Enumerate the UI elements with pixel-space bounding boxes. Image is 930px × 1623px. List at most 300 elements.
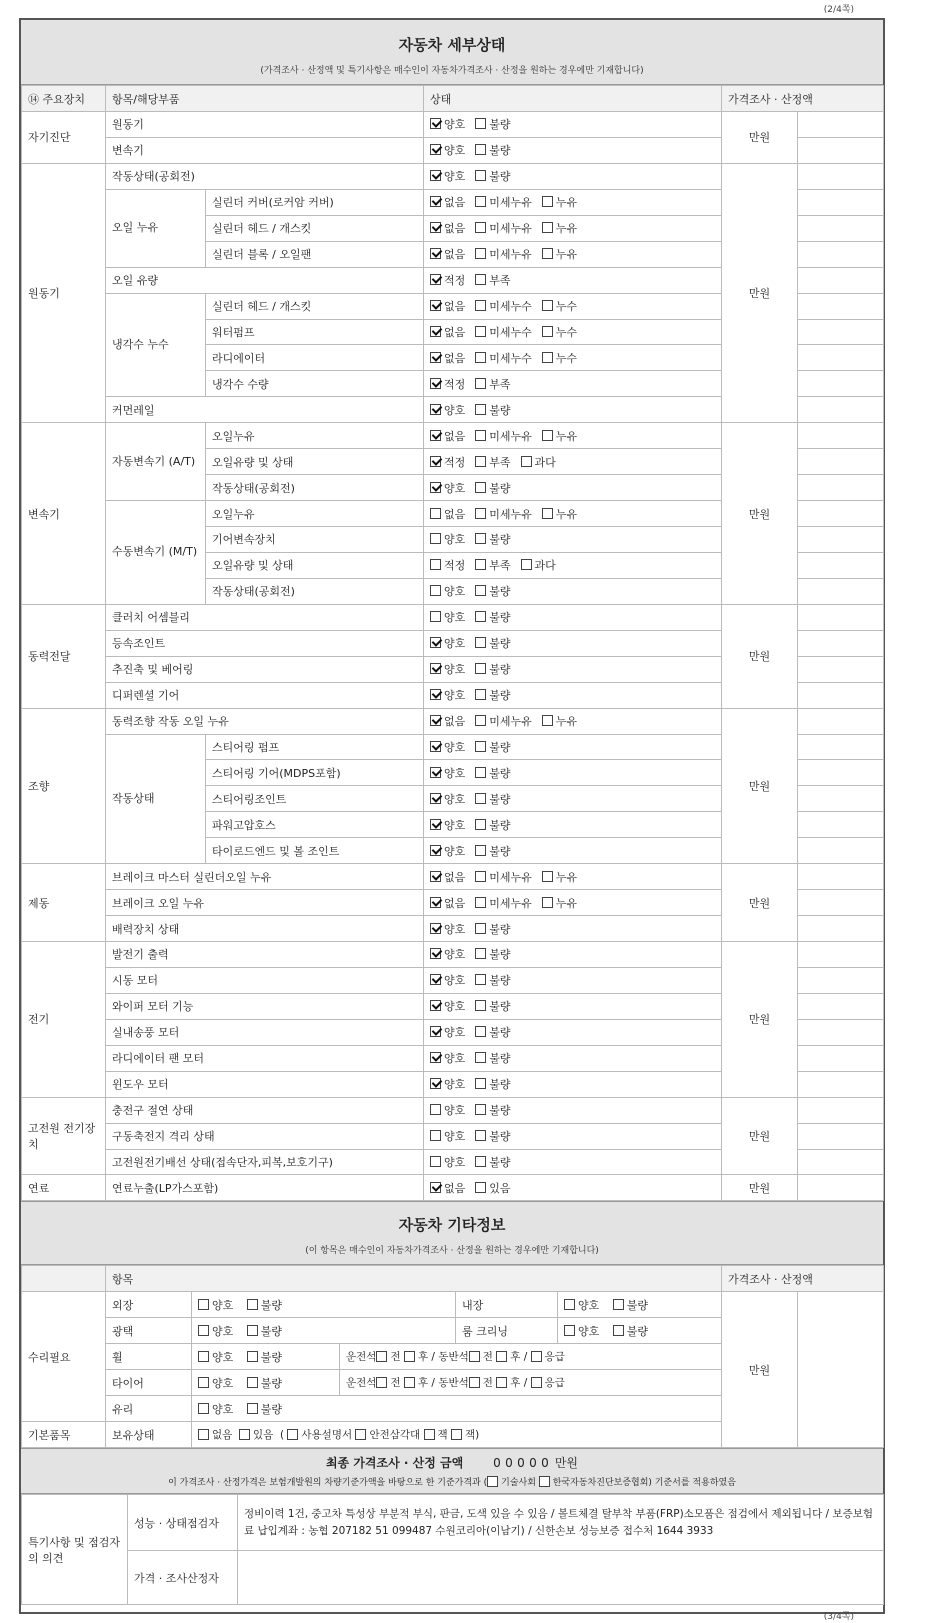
status-options [424,319,722,345]
sub-item-label: 실린더 헤드 / 개스킷 [206,293,424,319]
checkbox[interactable] [475,897,486,908]
etc-item-room-cleaning: 룸 크리닝 [456,1318,558,1344]
option-label: 양호 [444,118,466,132]
price-input[interactable] [798,682,884,708]
price-input[interactable] [798,527,884,553]
status-options [424,734,722,760]
checkbox[interactable] [521,456,532,467]
option-label: 없음 [444,325,466,339]
option-label: 양호 [444,1078,466,1092]
checkbox-checked[interactable] [430,923,441,934]
sub-item-label: 작동상태(공회전) [206,578,424,604]
price-input[interactable] [798,967,884,993]
price-input[interactable] [798,890,884,916]
price-input[interactable] [798,1175,884,1201]
option-label: 누유 [555,429,578,443]
checkbox[interactable] [475,144,486,155]
checkbox[interactable] [469,1351,480,1362]
checkbox-checked[interactable] [430,637,441,648]
option-label: 양호 [444,403,466,417]
etc-opts-exterior: 양호 불량 [192,1292,456,1318]
checkbox[interactable] [475,715,486,726]
option-label: 양호 [444,974,466,988]
status-options [424,475,722,501]
checkbox[interactable] [424,1429,435,1440]
option-label: 양호 [444,533,466,547]
option-label: 불량 [489,1078,511,1092]
option-label: 불량 [489,1026,511,1040]
checkbox-checked[interactable] [430,248,441,259]
status-options [424,267,722,293]
checkbox[interactable] [542,897,553,908]
checkbox-checked[interactable] [430,871,441,882]
item-label: 변속기 [106,137,424,163]
price-input[interactable] [798,501,884,527]
option-label: 양호 [444,818,466,832]
option-label: 부족 [489,377,511,391]
item-label: 브레이크 마스터 실린더오일 누유 [106,864,424,890]
checkbox[interactable] [475,923,486,934]
checkbox[interactable] [430,533,441,544]
price-input[interactable] [798,163,884,189]
price-input[interactable] [798,916,884,942]
checkbox[interactable] [475,974,486,985]
price-input[interactable] [798,475,884,501]
checkbox[interactable] [475,352,486,363]
device-category: 원동기 [22,163,106,422]
checkbox[interactable] [539,1476,550,1487]
sub-item-label: 오일유량 및 상태 [206,449,424,475]
checkbox-checked[interactable] [430,326,441,337]
checkbox[interactable] [475,326,486,337]
option-label: 누수 [555,325,578,339]
checkbox[interactable] [564,1299,575,1310]
checkbox-checked[interactable] [430,378,441,389]
checkbox[interactable] [475,274,486,285]
item-label: 실내송풍 모터 [106,1019,424,1045]
price-input[interactable] [798,319,884,345]
checkbox[interactable] [355,1429,366,1440]
option-label: 누유 [555,248,578,262]
price-input[interactable] [798,397,884,423]
etc-table: 항목 가격조사 · 산정액 수리필요 외장 양호 불량 내장 양호 불량 만원 광택 양호 불량 룸 크리닝 양호 불량 휠 양호 불량 운전석 전 후 / 동반석 전 후 / 응급 타이어 양호 불량 운전석 전 후 / 동반석 전 후 / 응급 유리 양호 불량 기본품목 보유상태 없음 있음 ( 사용설명서 안전삼각대 잭 잭) [21,1265,884,1448]
checkbox[interactable] [531,1351,542,1362]
checkbox[interactable] [564,1325,575,1336]
checkbox-checked[interactable] [430,456,441,467]
checkbox-checked[interactable] [430,1182,441,1193]
price-input[interactable] [798,293,884,319]
option-label: 누유 [555,870,578,884]
checkbox[interactable] [542,300,553,311]
checkbox[interactable] [247,1325,258,1336]
option-label: 불량 [489,585,511,599]
checkbox[interactable] [475,559,486,570]
checkbox[interactable] [430,1156,441,1167]
option-label: 적정 [444,377,466,391]
checkbox[interactable] [376,1377,387,1388]
checkbox[interactable] [475,793,486,804]
status-options [424,1123,722,1149]
option-label: 불량 [489,766,511,780]
checkbox-checked[interactable] [430,767,441,778]
option-label: 양호 [444,637,466,651]
etc-cat-basic: 기본품목 [22,1422,106,1448]
option-label: 누유 [555,507,578,521]
checkbox[interactable] [475,482,486,493]
checkbox[interactable] [475,663,486,674]
checkbox[interactable] [475,456,486,467]
checkbox[interactable] [430,611,441,622]
option-label: 미세누유 [489,222,532,236]
price-input[interactable] [798,215,884,241]
item-label: 작동상태(공회전) [106,163,424,189]
status-options [424,890,722,916]
item-label: 디퍼렌셜 기어 [106,682,424,708]
etc-item-holding: 보유상태 [106,1422,192,1448]
remarks-table [21,1494,884,1605]
page-number-top: (2/4쪽) [823,5,854,15]
checkbox-checked[interactable] [430,715,441,726]
option-label: 누수 [555,351,578,365]
option-label: 불량 [489,533,511,547]
checkbox[interactable] [613,1299,624,1310]
price-input[interactable] [798,864,884,890]
etc-item-interior: 내장 [456,1292,558,1318]
checkbox[interactable] [475,1104,486,1115]
checkbox[interactable] [531,1377,542,1388]
option-label: 양호 [444,948,466,962]
option-label: 양호 [444,611,466,625]
price-input[interactable] [798,449,884,475]
etc-item-glass: 유리 [106,1396,192,1422]
checkbox[interactable] [475,1156,486,1167]
detail-row [22,942,884,968]
checkbox-checked[interactable] [430,897,441,908]
checkbox-checked[interactable] [430,222,441,233]
checkbox[interactable] [475,1182,486,1193]
checkbox-checked[interactable] [430,1000,441,1011]
price-input[interactable] [798,1149,884,1175]
status-options [424,241,722,267]
etc-price-cell: 만원 [722,1292,798,1448]
checkbox[interactable] [475,300,486,311]
checkbox-checked[interactable] [430,974,441,985]
device-category: 고전원 전기장치 [22,1097,106,1175]
checkbox[interactable] [469,1377,480,1388]
checkbox[interactable] [496,1377,507,1388]
checkbox[interactable] [496,1351,507,1362]
option-label: 불량 [489,818,511,832]
checkbox[interactable] [404,1351,415,1362]
sub-item-label: 냉각수 수량 [206,371,424,397]
checkbox[interactable] [542,326,553,337]
option-label: 양호 [444,144,466,158]
status-options [424,345,722,371]
checkbox[interactable] [475,118,486,129]
item-label: 오일 유량 [106,267,424,293]
etc-tire-positions: 운전석 전 후 / 동반석 전 후 / 응급 [340,1370,722,1396]
checkbox[interactable] [475,689,486,700]
option-label: 불량 [489,1052,511,1066]
option-label: 양호 [444,740,466,754]
option-label: 불량 [489,1155,511,1169]
checkbox[interactable] [475,248,486,259]
checkbox[interactable] [542,430,553,441]
sub-item-label: 스티어링조인트 [206,786,424,812]
option-label: 적정 [444,559,466,573]
checkbox[interactable] [430,585,441,596]
checkbox[interactable] [475,1026,486,1037]
checkbox[interactable] [404,1377,415,1388]
checkbox[interactable] [475,767,486,778]
checkbox[interactable] [430,508,441,519]
checkbox[interactable] [542,715,553,726]
option-label: 양호 [444,663,466,677]
status-options [424,682,722,708]
checkbox[interactable] [475,222,486,233]
checkbox[interactable] [613,1325,624,1336]
checkbox[interactable] [247,1403,258,1414]
checkbox-checked[interactable] [430,793,441,804]
option-label: 불량 [489,118,511,132]
detail-row [22,423,884,449]
device-category: 제동 [22,864,106,942]
checkbox[interactable] [475,585,486,596]
price-input[interactable] [798,993,884,1019]
option-label: 누유 [555,896,578,910]
checkbox[interactable] [475,533,486,544]
sub-item-label: 스티어링 기어(MDPS포함) [206,760,424,786]
checkbox[interactable] [430,1104,441,1115]
checkbox[interactable] [198,1429,209,1440]
final-digit: 0 [505,1456,513,1471]
checkbox-checked[interactable] [430,274,441,285]
sub-item-label: 타이로드엔드 및 볼 조인트 [206,838,424,864]
price-assessor-label: 가격 · 조사산정자 [128,1551,238,1605]
checkbox[interactable] [475,1078,486,1089]
checkbox[interactable] [239,1429,250,1440]
price-input[interactable] [798,656,884,682]
option-label: 양호 [444,1155,466,1169]
device-category: 전기 [22,942,106,1098]
option-label: 불량 [489,481,511,495]
price-input[interactable] [798,189,884,215]
checkbox[interactable] [542,508,553,519]
detail-row [22,604,884,630]
checkbox-checked[interactable] [430,663,441,674]
checkbox[interactable] [475,508,486,519]
checkbox[interactable] [198,1351,209,1362]
option-label: 양호 [444,922,466,936]
price-input[interactable] [798,942,884,968]
checkbox-checked[interactable] [430,118,441,129]
checkbox[interactable] [475,637,486,648]
option-label: 양호 [444,585,466,599]
price-input[interactable] [798,604,884,630]
item-label: 발전기 출력 [106,942,424,968]
status-options [424,1149,722,1175]
checkbox[interactable] [475,611,486,622]
price-input[interactable] [798,734,884,760]
option-label: 양호 [444,1130,466,1144]
final-unit: 만원 [554,1456,579,1471]
item-label: 브레이크 오일 누유 [106,890,424,916]
price-input[interactable] [798,786,884,812]
price-input[interactable] [798,1097,884,1123]
remarks-label: 특기사항 및 점검자의 의견 [22,1495,128,1605]
price-input[interactable] [798,760,884,786]
price-input[interactable] [798,345,884,371]
checkbox[interactable] [475,170,486,181]
checkbox[interactable] [475,430,486,441]
status-options [424,1175,722,1201]
checkbox-checked[interactable] [430,1026,441,1037]
option-label: 미세누유 [489,248,532,262]
checkbox[interactable] [475,404,486,415]
sub-item-label: 실린더 헤드 / 개스킷 [206,215,424,241]
checkbox-checked[interactable] [430,170,441,181]
option-label: 불량 [489,144,511,158]
checkbox[interactable] [475,1000,486,1011]
checkbox[interactable] [475,819,486,830]
checkbox[interactable] [487,1476,498,1487]
sub-item-label: 실린더 커버(로커암 커버) [206,189,424,215]
etc-item-tire: 타이어 [106,1370,192,1396]
checkbox[interactable] [198,1377,209,1388]
checkbox[interactable] [475,845,486,856]
checkbox[interactable] [542,222,553,233]
price-input[interactable] [798,812,884,838]
checkbox[interactable] [542,196,553,207]
checkbox[interactable] [247,1377,258,1388]
final-digit: 0 [541,1456,549,1471]
checkbox-checked[interactable] [430,404,441,415]
status-options [424,189,722,215]
checkbox[interactable] [475,1130,486,1141]
option-label: 누유 [555,196,578,210]
item-label: 구동축전지 격리 상태 [106,1123,424,1149]
final-title: 최종 가격조사 · 산정 금액 [325,1456,464,1471]
checkbox-checked[interactable] [430,144,441,155]
detail-header-band [21,20,883,85]
option-label: 불량 [489,922,511,936]
checkbox-checked[interactable] [430,819,441,830]
option-label: 미세누유 [489,507,532,521]
checkbox[interactable] [475,741,486,752]
option-label: 불량 [489,611,511,625]
price-input[interactable] [798,578,884,604]
option-label: 불량 [489,403,511,417]
checkbox-checked[interactable] [430,1052,441,1063]
etc-opts-interior: 양호 불량 [558,1292,722,1318]
price-input[interactable] [798,267,884,293]
checkbox-checked[interactable] [430,1078,441,1089]
option-label: 누수 [555,300,578,314]
checkbox-checked[interactable] [430,741,441,752]
option-label: 불량 [489,948,511,962]
checkbox[interactable] [451,1429,462,1440]
checkbox[interactable] [521,559,532,570]
price-assessor-text[interactable] [238,1551,884,1605]
checkbox-checked[interactable] [430,300,441,311]
checkbox[interactable] [475,378,486,389]
checkbox-checked[interactable] [430,352,441,363]
device-category: 변속기 [22,423,106,605]
option-label: 과다 [534,559,556,573]
option-label: 미세누유 [489,715,532,729]
price-input[interactable] [798,1019,884,1045]
header-item: 항목/해당부품 [106,86,424,112]
checkbox[interactable] [475,871,486,882]
item-label: 동력조향 작동 오일 누유 [106,708,424,734]
item-label: 윈도우 모터 [106,1071,424,1097]
status-options [424,812,722,838]
etc-price-input[interactable] [798,1292,884,1448]
price-input[interactable] [798,1123,884,1149]
device-category: 자기진단 [22,112,106,164]
price-input[interactable] [798,552,884,578]
price-unit: 만원 [722,864,798,942]
inspector-label: 성능 · 상태점검자 [128,1495,238,1551]
checkbox-checked[interactable] [430,482,441,493]
option-label: 불량 [489,689,511,703]
checkbox[interactable] [376,1351,387,1362]
checkbox[interactable] [542,248,553,259]
checkbox[interactable] [475,196,486,207]
checkbox[interactable] [430,1130,441,1141]
inspector-text[interactable]: 정비이력 1건, 중고차 특성상 부분적 부식, 판금, 도색 있을 수 있음 / 볼트체결 탈부착 부품(FRP)소모품은 점검에서 제외됩니다 / 보증보험료 납입계좌 : 농협 207182 51 099487 수원코리아(이남기) / 신한손보 성능보증 접수처 1644 3933 [238,1495,884,1551]
checkbox[interactable] [247,1351,258,1362]
price-input[interactable] [798,137,884,163]
checkbox[interactable] [430,559,441,570]
etc-header-band [21,1201,883,1265]
price-input[interactable] [798,708,884,734]
price-input[interactable] [798,838,884,864]
checkbox[interactable] [198,1299,209,1310]
checkbox[interactable] [542,871,553,882]
price-unit: 만원 [722,942,798,1098]
checkbox[interactable] [475,948,486,959]
checkbox[interactable] [542,352,553,363]
checkbox-checked[interactable] [430,430,441,441]
option-label: 양호 [444,792,466,806]
device-category: 조향 [22,708,106,864]
checkbox-checked[interactable] [430,948,441,959]
checkbox-checked[interactable] [430,845,441,856]
price-input[interactable] [798,1071,884,1097]
status-options [424,967,722,993]
checkbox[interactable] [287,1429,298,1440]
final-digit: 0 [529,1456,537,1471]
checkbox[interactable] [198,1325,209,1336]
form-frame [19,18,885,1614]
price-input[interactable] [798,241,884,267]
option-label: 없음 [444,300,466,314]
sub-item-label: 오일유량 및 상태 [206,552,424,578]
checkbox-checked[interactable] [430,196,441,207]
price-input[interactable] [798,423,884,449]
price-input[interactable] [798,112,884,138]
checkbox[interactable] [247,1299,258,1310]
option-label: 양호 [444,1104,466,1118]
detail-table [21,85,884,1201]
price-input[interactable] [798,1045,884,1071]
price-input[interactable] [798,630,884,656]
price-input[interactable] [798,371,884,397]
checkbox-checked[interactable] [430,689,441,700]
checkbox[interactable] [475,1052,486,1063]
checkbox[interactable] [198,1403,209,1414]
